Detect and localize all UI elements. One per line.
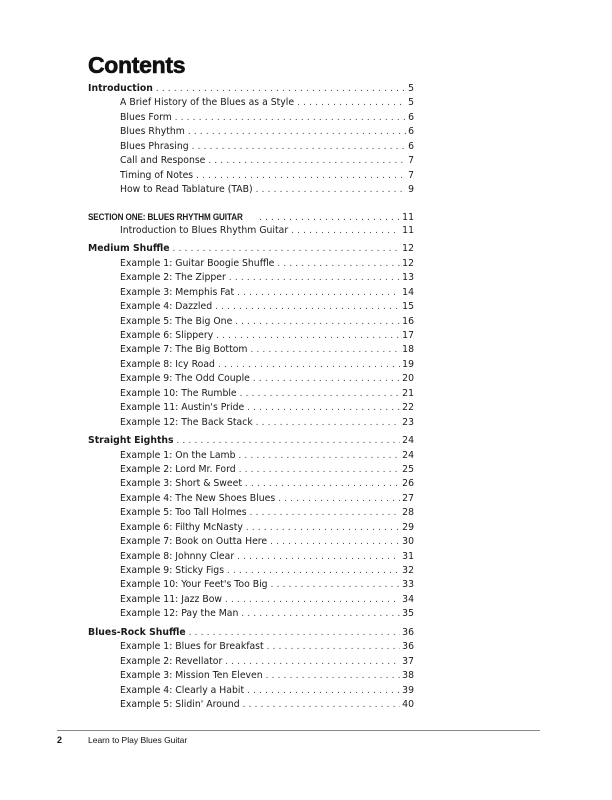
- toc-page-number: 14: [402, 286, 414, 298]
- toc-entry[interactable]: [88, 286, 414, 300]
- dot-leader: [247, 401, 400, 415]
- dot-leader: [225, 593, 400, 607]
- toc-entry-label: Example 11: Austin's Pride: [120, 402, 245, 414]
- toc-page-number: 35: [402, 608, 414, 620]
- toc-page-number: 5: [408, 97, 414, 109]
- toc-entry-label: Example 9: Sticky Figs: [120, 565, 225, 576]
- toc-entry[interactable]: [88, 401, 414, 415]
- dot-leader: [247, 684, 400, 698]
- dot-leader: [256, 183, 406, 197]
- dot-leader: [277, 257, 400, 271]
- dot-leader: [173, 242, 401, 256]
- toc-entry[interactable]: [88, 535, 414, 549]
- toc-entry[interactable]: [88, 669, 414, 683]
- toc-page-number: 24: [402, 435, 414, 447]
- toc-chapter-heading[interactable]: [88, 242, 414, 256]
- dot-leader: [175, 111, 406, 125]
- toc-entry[interactable]: [88, 506, 414, 520]
- dot-leader: [229, 271, 400, 285]
- toc-entry[interactable]: [88, 300, 414, 314]
- toc-entry-label: Example 5: The Big One: [120, 315, 233, 327]
- toc-entry[interactable]: [88, 96, 414, 110]
- dot-leader: [256, 416, 400, 430]
- toc-page-number: 40: [402, 698, 414, 710]
- toc-page-number: 22: [402, 402, 414, 414]
- table-of-contents: [88, 82, 414, 716]
- toc-page-number: 38: [402, 670, 414, 682]
- dot-leader: [227, 564, 400, 578]
- toc-page-number: 24: [402, 449, 414, 461]
- toc-page-number: 37: [402, 655, 414, 667]
- toc-entry-label: Example 2: Lord Mr. Ford: [120, 463, 236, 475]
- toc-section-heading[interactable]: [88, 210, 414, 224]
- toc-entry-label: Straight Eighths: [88, 435, 174, 447]
- dot-leader: [278, 492, 400, 506]
- toc-entry[interactable]: [88, 257, 414, 271]
- toc-page-number: 12: [402, 243, 414, 255]
- toc-page-number: 15: [402, 301, 414, 313]
- dot-leader: [250, 506, 401, 520]
- dot-leader: [196, 169, 406, 183]
- toc-page-number: 34: [402, 593, 414, 605]
- dot-leader: [177, 434, 401, 448]
- toc-page-number: 6: [408, 111, 414, 123]
- toc-entry-label: Example 6: Filthy McNasty: [120, 521, 243, 533]
- toc-entry[interactable]: [88, 271, 414, 285]
- toc-page-number: 9: [408, 184, 414, 196]
- toc-entry[interactable]: [88, 140, 414, 154]
- toc-page-number: 6: [408, 126, 414, 138]
- dot-leader: [216, 329, 400, 343]
- dot-leader: [239, 449, 401, 463]
- toc-entry-label: Example 11: Jazz Bow: [120, 593, 223, 605]
- toc-group: [88, 210, 414, 239]
- toc-page-number: 20: [402, 373, 414, 385]
- toc-group: [88, 242, 414, 430]
- toc-page-number: 7: [408, 155, 414, 167]
- toc-page-number: 13: [402, 272, 414, 284]
- toc-entry[interactable]: [88, 655, 414, 669]
- toc-entry-label: How to Read Tablature (TAB): [120, 184, 253, 196]
- dot-leader: [271, 578, 401, 592]
- toc-page-number: 21: [402, 387, 414, 399]
- toc-entry-label: Example 3: Short & Sweet: [120, 478, 242, 490]
- dot-leader: [189, 626, 400, 640]
- toc-entry-label: Example 7: Book on Outta Here: [120, 536, 268, 548]
- toc-entry-label: SECTION ONE: BLUES RHYTHM GUITAR: [88, 211, 243, 222]
- toc-chapter-heading[interactable]: [88, 82, 414, 96]
- dot-leader: [188, 125, 406, 139]
- dot-leader: [225, 655, 400, 669]
- toc-entry[interactable]: [88, 183, 414, 197]
- toc-entry[interactable]: [88, 593, 414, 607]
- toc-entry-label: Example 2: The Zipper: [120, 272, 226, 284]
- toc-entry[interactable]: [88, 521, 414, 535]
- toc-entry[interactable]: [88, 125, 414, 139]
- dot-leader: [243, 698, 401, 712]
- toc-entry-label: Example 5: Too Tall Holmes: [120, 507, 247, 519]
- dot-leader: [259, 211, 400, 225]
- toc-page-number: 11: [402, 211, 414, 223]
- dot-leader: [266, 669, 400, 683]
- toc-page-number: 19: [402, 358, 414, 370]
- toc-entry-label: Example 4: Dazzled: [120, 301, 213, 313]
- toc-entry[interactable]: [88, 492, 414, 506]
- toc-entry[interactable]: [88, 224, 414, 238]
- toc-entry[interactable]: [88, 640, 414, 654]
- toc-entry-label: Example 3: Memphis Fat: [120, 286, 235, 298]
- page-title: Contents: [88, 52, 186, 78]
- toc-entry[interactable]: [88, 449, 414, 463]
- toc-page-number: 30: [402, 536, 414, 548]
- dot-leader: [245, 477, 400, 491]
- toc-entry-label: Example 12: The Back Stack: [120, 416, 253, 428]
- toc-entry-label: Example 8: Icy Road: [120, 358, 215, 370]
- dot-leader: [215, 300, 400, 314]
- toc-page-number: 23: [402, 416, 414, 428]
- toc-entry-label: Blues Form: [120, 111, 172, 123]
- dot-leader: [250, 343, 400, 357]
- toc-page-number: 17: [402, 330, 414, 341]
- toc-entry-label: Blues Rhythm: [120, 126, 185, 138]
- dot-leader: [208, 154, 406, 168]
- toc-entry-label: Blues-Rock Shuffle: [88, 626, 186, 638]
- toc-entry[interactable]: [88, 169, 414, 183]
- toc-entry[interactable]: [88, 387, 414, 401]
- toc-group: [88, 82, 414, 198]
- dot-leader: [235, 315, 400, 329]
- toc-entry-label: Example 10: The Rumble: [120, 387, 237, 399]
- dot-leader: [297, 96, 406, 110]
- dot-leader: [237, 286, 400, 300]
- toc-entry-label: Example 8: Johnny Clear: [120, 550, 235, 562]
- dot-leader: [192, 140, 406, 154]
- toc-page-number: 27: [402, 492, 414, 504]
- toc-entry-label: Introduction: [88, 83, 153, 94]
- toc-group: [88, 434, 414, 622]
- toc-entry-label: Introduction to Blues Rhythm Guitar: [120, 224, 289, 236]
- toc-entry[interactable]: [88, 343, 414, 357]
- toc-page-number: 31: [402, 550, 414, 562]
- footer-book-title: Learn to Play Blues Guitar: [88, 735, 188, 745]
- dot-leader: [291, 224, 400, 238]
- dot-leader: [156, 82, 406, 96]
- toc-entry-label: Example 7: The Big Bottom: [120, 344, 248, 356]
- toc-page-number: 32: [402, 565, 414, 576]
- toc-entry[interactable]: [88, 329, 414, 343]
- dot-leader: [246, 521, 400, 535]
- toc-entry-label: Blues Phrasing: [120, 140, 189, 152]
- toc-entry[interactable]: [88, 607, 414, 621]
- toc-entry[interactable]: [88, 684, 414, 698]
- toc-page-number: 26: [402, 478, 414, 490]
- toc-entry-label: Call and Response: [120, 155, 206, 167]
- toc-entry[interactable]: [88, 154, 414, 168]
- toc-entry[interactable]: [88, 416, 414, 430]
- toc-entry-label: Example 4: Clearly a Habit: [120, 684, 245, 696]
- toc-entry[interactable]: [88, 698, 414, 712]
- toc-entry[interactable]: [88, 578, 414, 592]
- toc-page-number: 33: [402, 579, 414, 591]
- toc-chapter-heading[interactable]: [88, 434, 414, 448]
- toc-page-number: 36: [402, 626, 414, 638]
- toc-page-number: 25: [402, 463, 414, 475]
- toc-page-number: 18: [402, 344, 414, 356]
- toc-entry-label: Example 12: Pay the Man: [120, 608, 239, 620]
- toc-entry[interactable]: [88, 372, 414, 386]
- toc-page-number: 39: [402, 684, 414, 696]
- toc-entry-label: Example 6: Slippery: [120, 330, 214, 341]
- dot-leader: [270, 535, 400, 549]
- toc-group: [88, 626, 414, 713]
- dot-leader: [237, 550, 400, 564]
- toc-entry-label: Example 10: Your Feet's Too Big: [120, 579, 268, 591]
- toc-entry[interactable]: [88, 463, 414, 477]
- toc-page-number: 7: [408, 169, 414, 181]
- toc-entry-label: Example 5: Slidin' Around: [120, 698, 240, 710]
- toc-entry-label: Medium Shuffle: [88, 243, 170, 255]
- toc-page-number: 12: [402, 257, 414, 269]
- toc-entry[interactable]: [88, 477, 414, 491]
- toc-page-number: 29: [402, 521, 414, 533]
- toc-chapter-heading[interactable]: [88, 626, 414, 640]
- dot-leader: [218, 358, 400, 372]
- toc-entry-label: Example 4: The New Shoes Blues: [120, 492, 276, 504]
- toc-page-number: 28: [402, 507, 414, 519]
- dot-leader: [267, 640, 400, 654]
- toc-entry-label: Example 3: Mission Ten Eleven: [120, 670, 263, 682]
- toc-entry-label: Example 9: The Odd Couple: [120, 373, 250, 385]
- toc-page-number: 16: [402, 315, 414, 327]
- footer-page-number: 2: [57, 735, 63, 745]
- dot-leader: [241, 607, 400, 621]
- toc-page-number: 36: [402, 641, 414, 653]
- toc-page-number: 6: [408, 140, 414, 152]
- toc-entry-label: Example 1: Guitar Boogie Shuffle: [120, 257, 275, 269]
- toc-entry[interactable]: [88, 358, 414, 372]
- toc-entry[interactable]: [88, 111, 414, 125]
- toc-entry[interactable]: [88, 564, 414, 578]
- dot-leader: [239, 463, 400, 477]
- toc-entry[interactable]: [88, 550, 414, 564]
- dot-leader: [240, 387, 401, 401]
- dot-leader: [253, 372, 400, 386]
- toc-page-number: 5: [408, 83, 414, 94]
- toc-entry-label: Timing of Notes: [120, 169, 194, 181]
- toc-entry-label: Example 1: On the Lamb: [120, 449, 236, 461]
- toc-entry-label: Example 1: Blues for Breakfast: [120, 641, 264, 653]
- toc-page-number: 11: [402, 224, 414, 236]
- toc-entry[interactable]: [88, 315, 414, 329]
- toc-entry-label: A Brief History of the Blues as a Style: [120, 97, 295, 109]
- footer-divider: [57, 730, 540, 731]
- toc-entry-label: Example 2: Revellator: [120, 655, 223, 667]
